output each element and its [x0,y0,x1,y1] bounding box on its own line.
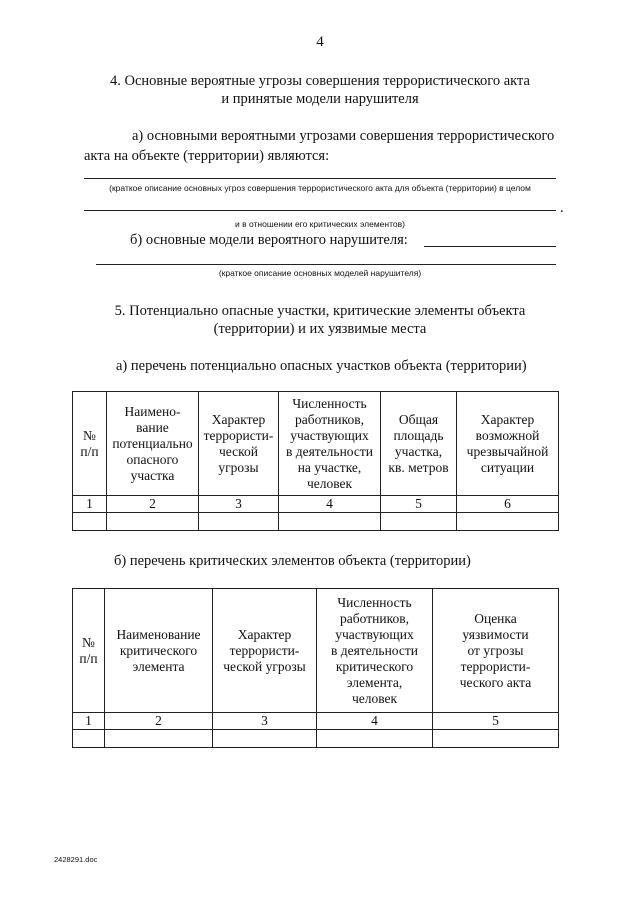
table2-col-number: 2 [105,713,213,730]
section4-b-line: б) основные модели вероятного нарушителя: [130,232,408,248]
table1-col-number: 6 [457,496,559,513]
section4-a-line1: а) основными вероятными угрозами совершения террористического [132,128,555,144]
threats-fill-line-2 [84,210,556,211]
document-id: 2428291.doc [54,855,98,864]
table2-empty-cell [213,730,317,748]
table2-empty-row [73,730,559,748]
table2-header-num: № п/п [73,589,105,713]
table1-col-number: 4 [279,496,381,513]
section5-title-line2: (территории) и их уязвимые места [213,321,427,337]
table1-header-area: Общая площадь участка, кв. метров [381,392,457,496]
section4-title-line2: и принятые модели нарушителя [221,91,419,107]
dangerous-areas-table [72,391,559,531]
table2-empty-cell [73,730,105,748]
threats-caption-1: (краткое описание основных угроз совершения террористического акта для объекта (территории) в целом [109,183,531,193]
table1-col-number: 1 [73,496,107,513]
table1-header-num: № п/п [73,392,107,496]
trailing-dot: . [560,200,564,216]
page-number: 4 [316,34,324,50]
table2-header-row [73,589,559,713]
threats-caption-2: и в отношении его критических элементов) [235,219,405,229]
table2-col-number: 1 [73,713,105,730]
violators-fill-line [96,264,556,265]
table1-header-threat: Характер террористи- ческой угрозы [199,392,279,496]
threats-fill-line-1 [84,178,556,179]
table2-col-number: 4 [317,713,433,730]
section5-a-heading: а) перечень потенциально опасных участков объекта (территории) [116,358,527,374]
table1-number-row [73,496,559,513]
table2-col-number: 5 [433,713,559,730]
section4-a-line2: акта на объекте (территории) являются: [84,148,330,164]
table2-header-threat: Характер террористи- ческой угрозы [213,589,317,713]
table1-header-emergency: Характер возможной чрезвычайной ситуации [457,392,559,496]
violators-caption: (краткое описание основных моделей нарушителя) [218,268,422,278]
table2-number-row [73,713,559,730]
table2-empty-cell [105,730,213,748]
table1-col-number: 3 [199,496,279,513]
table1-empty-cell [199,513,279,531]
table1-col-number: 5 [381,496,457,513]
table2-empty-cell [433,730,559,748]
violators-inline-fill-line [424,246,556,247]
section5-title-line1: 5. Потенциально опасные участки, критические элементы объекта [114,303,526,319]
table1-header-name: Наимено- вание потенциально опасного участка [107,392,199,496]
table1-empty-cell [279,513,381,531]
section5-b-heading: б) перечень критических элементов объекта (территории) [114,553,471,569]
table1-col-number: 2 [107,496,199,513]
table1-empty-cell [73,513,107,531]
table1-header-workers: Численность работников, участвующих в деятельности на участке, человек [279,392,381,496]
table2-col-number: 3 [213,713,317,730]
table2-header-name: Наименование критического элемента [105,589,213,713]
table2-empty-cell [317,730,433,748]
table1-header-row [73,392,559,496]
critical-elements-table [72,588,559,748]
table2-header-vulnerability: Оценка уязвимости от угрозы террористи- ческого акта [433,589,559,713]
table2-header-workers: Численность работников, участвующих в деятельности критического элемента, человек [317,589,433,713]
table1-empty-cell [457,513,559,531]
table1-empty-row [73,513,559,531]
table1-empty-cell [381,513,457,531]
section4-title-line1: 4. Основные вероятные угрозы совершения террористического акта [109,73,530,89]
table1-empty-cell [107,513,199,531]
